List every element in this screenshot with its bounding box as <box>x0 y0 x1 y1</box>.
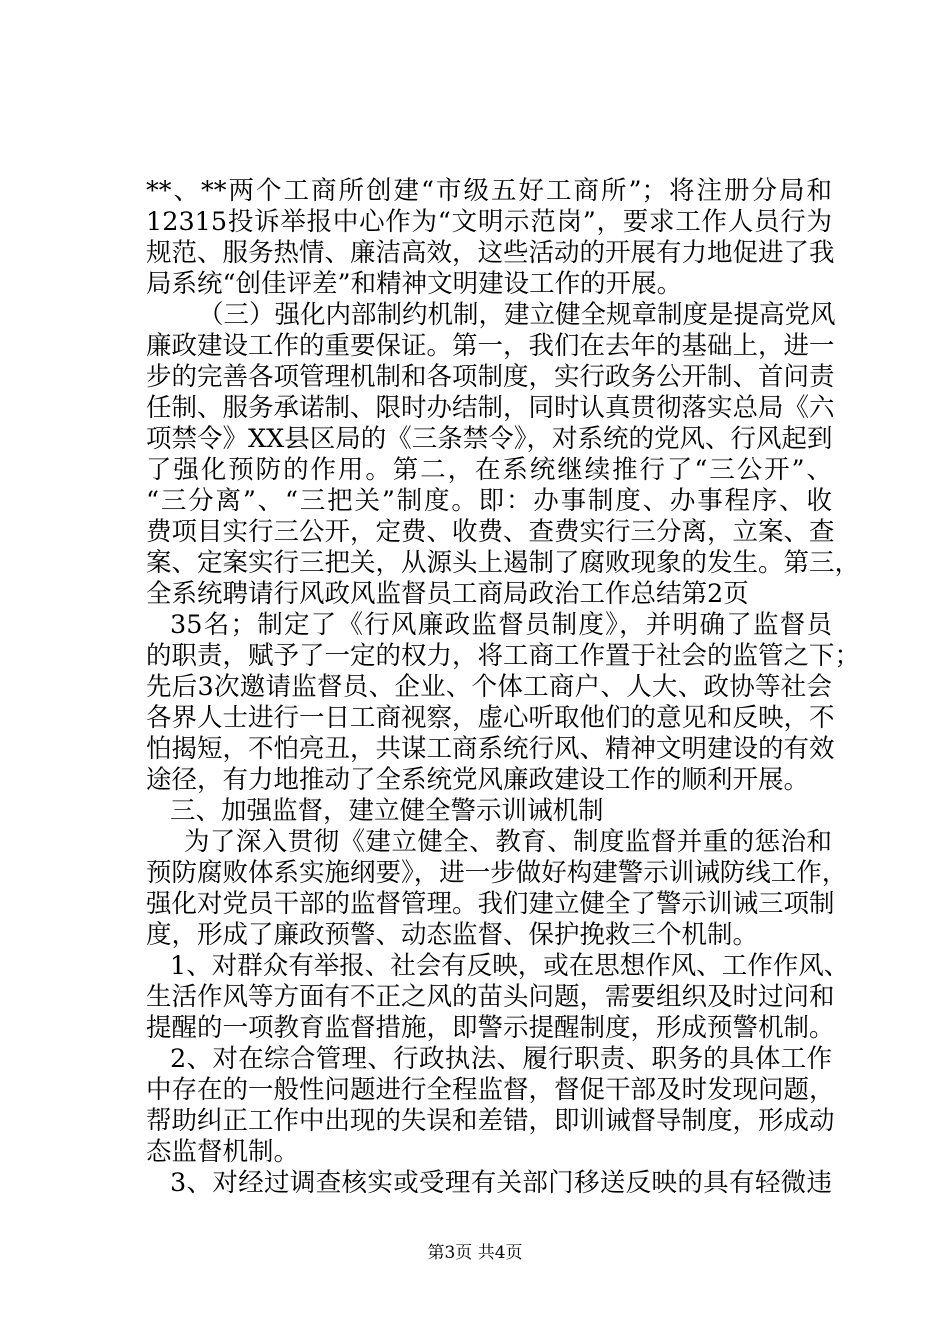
text-line: 的职责，赋予了一定的权力，将工商工作置于社会的监管之下； <box>146 641 861 671</box>
text-line: 态监督机制。 <box>146 1137 300 1167</box>
text-line: 12315投诉举报中心作为“文明示范岗”，要求工作人员行为 <box>146 207 832 237</box>
page-number-footer: 第3页 共4页 <box>427 1243 523 1263</box>
text-line: 预防腐败体系实施纲要》，进一步做好构建警示训诫防线工作， <box>146 858 848 888</box>
text-line: 生活作风等方面有不正之风的苗头问题，需要组织及时过问和 <box>146 982 835 1012</box>
text-line: 费项目实行三公开，定费、收费、查费实行三分离，立案、查 <box>146 517 835 547</box>
text-line: 规范、服务热情、廉洁高效，这些活动的开展有力地促进了我 <box>146 238 835 268</box>
text-line: 案、定案实行三把关，从源头上遏制了腐败现象的发生。第三， <box>146 548 861 578</box>
text-line: 了强化预防的作用。第二，在系统继续推行了“三公开”、 <box>146 455 832 485</box>
text-line: **、**两个工商所创建“市级五好工商所”；将注册分局和 <box>146 176 832 206</box>
text-line: 步的完善各项管理机制和各项制度，实行政务公开制、首问责 <box>146 362 835 392</box>
text-line: 1、对群众有举报、社会有反映，或在思想作风、工作作风、 <box>170 951 850 981</box>
text-line: 项禁令》XX县区局的《三条禁令》，对系统的党风、行风起到 <box>146 424 833 454</box>
document-body <box>146 176 861 1199</box>
text-line: （三）强化内部制约机制，建立健全规章制度是提高党风 <box>198 300 836 330</box>
text-line: 2、对在综合管理、行政执法、履行职责、职务的具体工作 <box>170 1044 832 1074</box>
text-line: 怕揭短，不怕亮丑，共谋工商系统行风、精神文明建设的有效 <box>146 734 835 764</box>
text-line: 中存在的一般性问题进行全程监督，督促干部及时发现问题， <box>146 1075 835 1105</box>
text-line: 任制、服务承诺制、限时办结制，同时认真贯彻落实总局《六 <box>146 393 835 423</box>
text-line: 帮助纠正工作中出现的失误和差错，即训诫督导制度，形成动 <box>146 1106 835 1136</box>
text-line: 度，形成了廉政预警、动态监督、保护挽救三个机制。 <box>146 920 759 950</box>
text-line: 3、对经过调查核实或受理有关部门移送反映的具有轻微违 <box>170 1168 832 1198</box>
text-line: 提醒的一项教育监督措施，即警示提醒制度，形成预警机制。 <box>146 1013 835 1043</box>
section-heading: 三、加强监督，建立健全警示训诫机制 <box>170 796 604 826</box>
text-line: 局系统“创佳评差”和精神文明建设工作的开展。 <box>146 269 683 299</box>
text-line: 廉政建设工作的重要保证。第一，我们在去年的基础上，进一 <box>146 331 835 361</box>
text-line: 先后3次邀请监督员、企业、个体工商户、人大、政协等社会 <box>146 672 832 702</box>
text-line: 途径，有力地推动了全系统党风廉政建设工作的顺利开展。 <box>146 765 810 795</box>
text-line: 全系统聘请行风政风监督员工商局政治工作总结第2页 <box>146 579 749 609</box>
text-line: 35名；制定了《行风廉政监督员制度》，并明确了监督员 <box>170 610 832 640</box>
text-line: 强化对党员干部的监督管理。我们建立健全了警示训诫三项制 <box>146 889 835 919</box>
text-line: 各界人士进行一日工商视察，虚心听取他们的意见和反映，不 <box>146 703 835 733</box>
text-line: 为了深入贯彻《建立健全、教育、制度监督并重的惩治和 <box>184 827 832 857</box>
text-line: “三分离”、“三把关”制度。即：办事制度、办事程序、收 <box>146 486 832 516</box>
